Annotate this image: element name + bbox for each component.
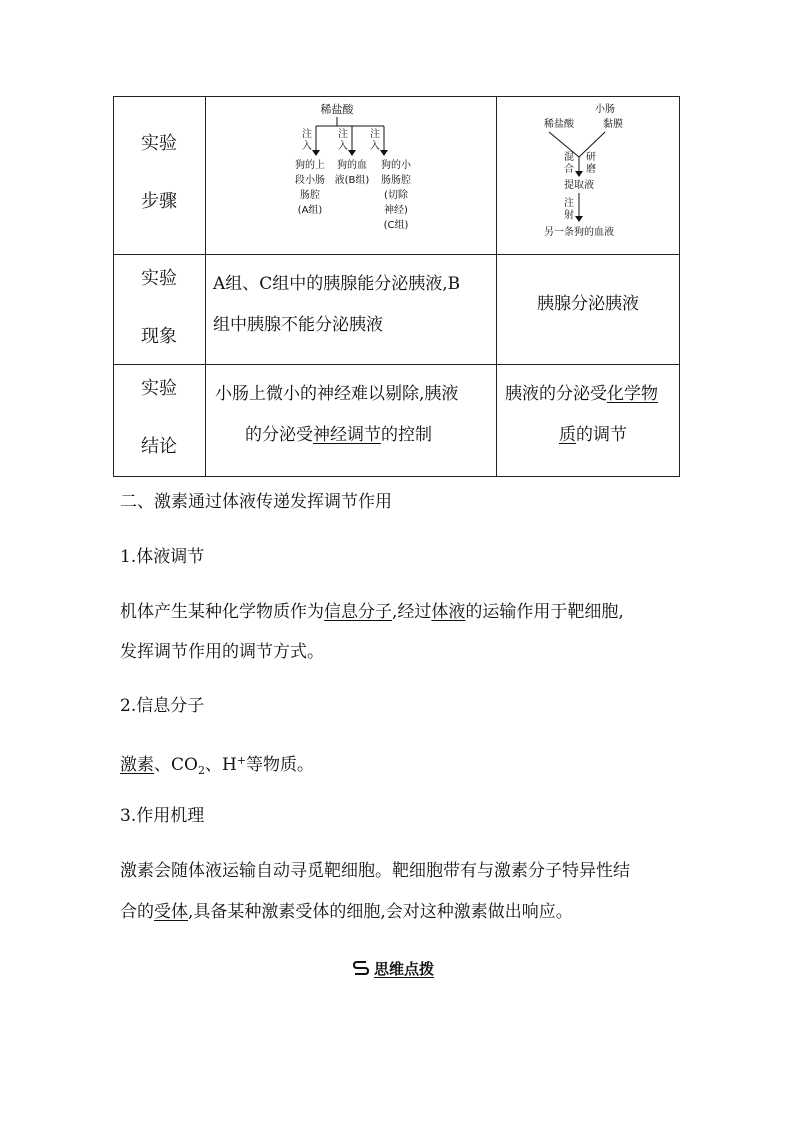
cell-line: 胰腺分泌胰液 [537, 294, 639, 314]
diagram-label-inject: 注 [564, 198, 574, 209]
conclusion-left-cell [215, 374, 495, 456]
item-heading: 3.作用机理 [120, 806, 205, 826]
row-label-line: 实验 [141, 268, 177, 289]
diagram-label-inject: 入 [338, 141, 348, 152]
diagram-label-hcl: 稀盐酸 [320, 103, 354, 116]
underlined-term: 神经调节 [313, 425, 381, 445]
row-label-phenomenon [113, 264, 205, 348]
text-span: ,经过 [392, 602, 432, 622]
text-span: ,具备某种激素受体的细胞,会对这种激素做出响应。 [188, 902, 573, 922]
cell-line [505, 415, 677, 456]
text-span: 、CO [154, 755, 198, 775]
left-experiment-diagram [206, 97, 496, 254]
cell-line: 组中胰腺不能分泌胰液 [213, 315, 383, 335]
diagram-group-c: 狗的小 [381, 160, 411, 171]
diagram-label-inject: 注 [370, 129, 380, 140]
diagram-label-small-intestine: 小肠 [595, 104, 615, 115]
subscript: 2 [197, 764, 205, 777]
diagram-group-c: 肠肠腔 [381, 175, 411, 186]
cell-text: 的调节 [576, 425, 627, 445]
cell-text: 的控制 [381, 425, 432, 445]
diagram-group-b: 狗的血 [337, 160, 367, 171]
underlined-term: 激素 [120, 755, 154, 775]
superscript: + [236, 754, 246, 767]
row-label-steps [113, 129, 205, 213]
underlined-term: 体液 [431, 602, 466, 622]
underlined-term: 化学物 [607, 384, 658, 404]
diagram-label-mix: 合 [564, 164, 574, 175]
paragraph-line: 发挥调节作用的调节方式。 [120, 642, 324, 662]
row-label-line: 步骤 [141, 191, 177, 212]
diagram-label-inject: 注 [338, 129, 348, 140]
cell-text: 胰液的分泌受 [505, 384, 607, 404]
table-row-divider-2 [113, 364, 680, 365]
diagram-label-mix: 混 [564, 152, 574, 163]
diagram-label-inject: 注 [302, 129, 312, 140]
row-label-line: 实验 [141, 133, 177, 154]
text-span: 机体产生某种化学物质作为 [120, 602, 324, 622]
diagram-group-a: 肠腔 [300, 190, 320, 201]
cell-line: 小肠上微小的神经难以剔除,胰液 [215, 384, 459, 404]
row-label-line: 现象 [141, 326, 177, 347]
underlined-term: 受体 [154, 902, 188, 922]
diagram-label-grind: 磨 [586, 164, 596, 175]
item-heading: 1.体液调节 [120, 547, 205, 567]
table-row-divider-1 [113, 254, 680, 255]
diagram-label-mucosa: 黏膜 [603, 119, 623, 130]
text-span: 的运输作用于靶细胞, [465, 602, 624, 622]
phenomenon-left-cell [213, 264, 493, 346]
underlined-term: 质 [559, 425, 576, 445]
conclusion-right-cell [505, 374, 677, 456]
text-span: 等物质。 [246, 755, 314, 775]
cell-line [215, 415, 495, 456]
cell-line [505, 374, 677, 415]
text-span: 合的 [120, 902, 154, 922]
diagram-label-inject: 射 [564, 210, 574, 221]
row-label-line: 实验 [141, 378, 177, 399]
thinking-tip-icon [352, 959, 370, 977]
diagram-group-c: (切除 [384, 190, 408, 201]
diagram-group-c: 神经) [384, 205, 408, 216]
item-heading: 2.信息分子 [120, 696, 205, 716]
diagram-group-a: 狗的上 [295, 160, 325, 171]
text-span: 、H [204, 755, 237, 775]
diagram-group-b: 液(B组) [334, 175, 370, 186]
diagram-label-inject: 入 [370, 141, 380, 152]
experiment-table [113, 96, 680, 477]
section-heading: 二、激素通过体液传递发挥调节作用 [120, 492, 392, 512]
thinking-tip-header [352, 957, 434, 979]
right-experiment-diagram [497, 97, 679, 254]
underlined-term: 信息分子 [324, 602, 392, 622]
diagram-group-a: 段小肠 [295, 175, 325, 186]
diagram-label-inject: 入 [302, 141, 312, 152]
row-label-line: 结论 [141, 436, 177, 457]
paragraph-line [120, 600, 624, 624]
diagram-label-target: 另一条狗的血液 [544, 227, 614, 238]
diagram-group-c: (C组) [383, 220, 409, 231]
cell-line: A组、C组中的胰腺能分泌胰液,B [213, 274, 461, 294]
paragraph-line: 激素会随体液运输自动寻觅靶细胞。靶细胞带有与激素分子特异性结 [120, 861, 630, 881]
paragraph-line [120, 900, 573, 924]
cell-text: 的分泌受 [245, 425, 313, 445]
row-label-conclusion [113, 374, 205, 458]
diagram-label-extract: 提取液 [564, 180, 594, 191]
phenomenon-right-cell [496, 284, 680, 325]
diagram-label-hcl: 稀盐酸 [544, 119, 574, 130]
diagram-group-a: (A组) [297, 205, 323, 216]
diagram-label-grind: 研 [586, 152, 596, 163]
thinking-tip-label: 思维点拨 [374, 959, 435, 978]
paragraph-line [120, 749, 314, 783]
table-border-bottom [113, 476, 680, 477]
